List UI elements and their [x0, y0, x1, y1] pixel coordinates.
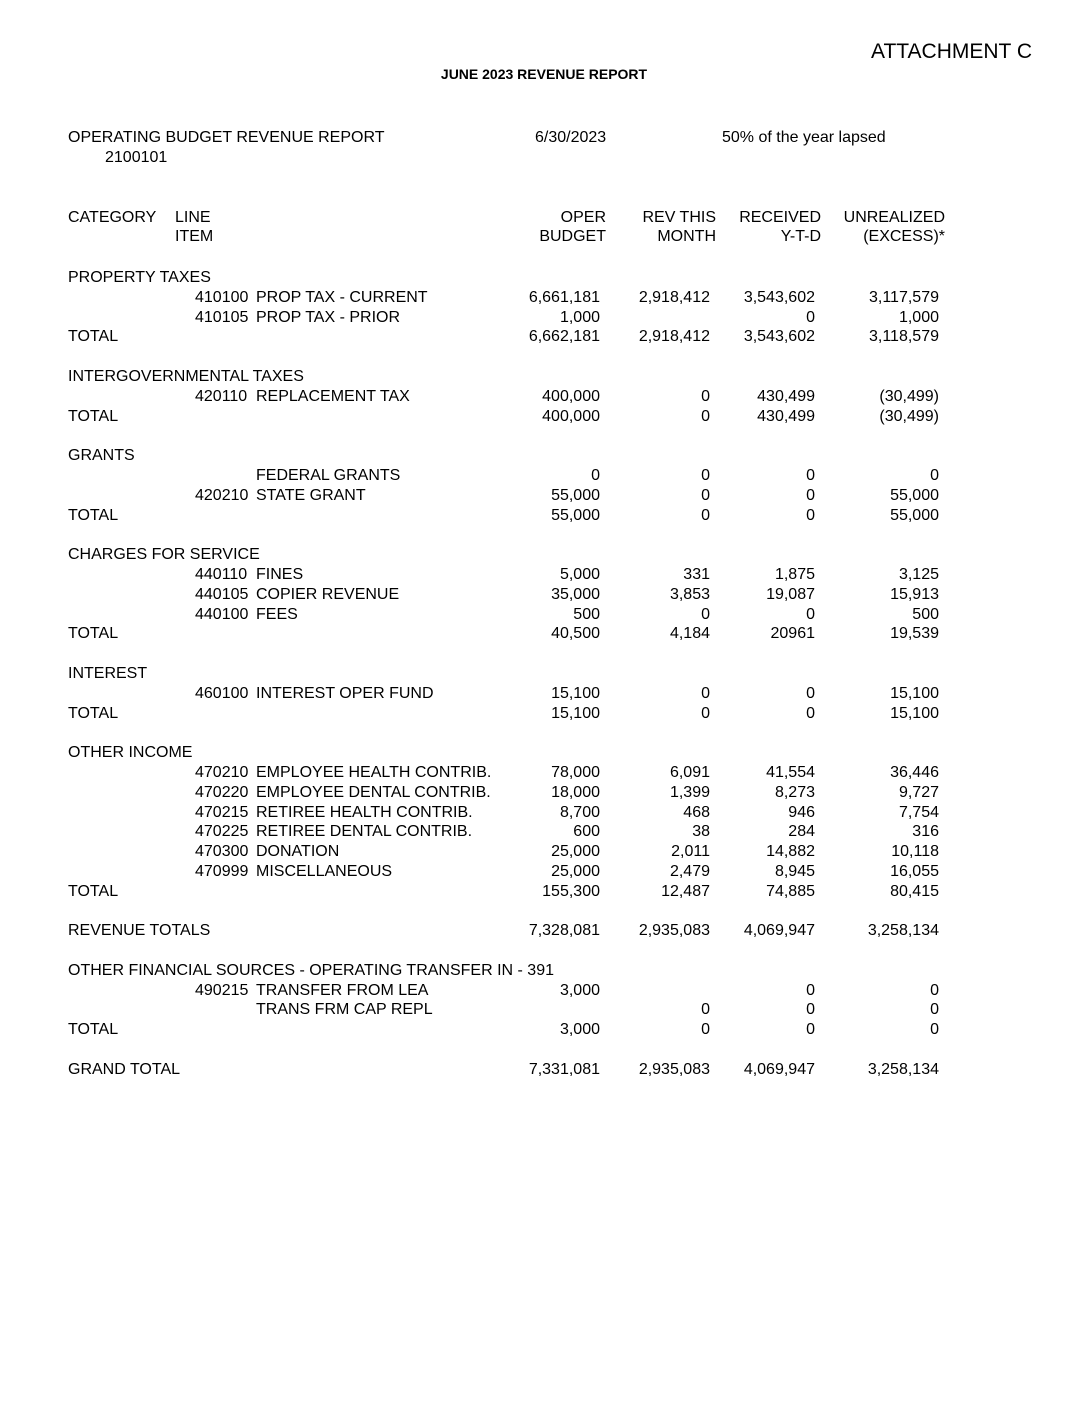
rev-this-month-cell: 2,935,083	[638, 1060, 710, 1078]
unrealized-cell: 10,118	[891, 843, 939, 861]
revenue-table	[0, 268, 1088, 1080]
unrealized-cell: 500	[912, 605, 939, 623]
line-item-code: 460100	[195, 684, 249, 702]
rev-this-month-cell: 0	[701, 466, 710, 484]
unrealized-cell: (30,499)	[879, 407, 939, 425]
unrealized-cell: 3,118,579	[869, 328, 939, 346]
oper-budget-cell: 0	[591, 466, 600, 484]
received-ytd-cell: 1,875	[774, 565, 815, 583]
line-item-code: 470999	[195, 862, 249, 880]
line-item-description: EMPLOYEE HEALTH CONTRIB.	[256, 763, 492, 781]
spacer-row	[0, 902, 1088, 922]
total-label: TOTAL	[68, 407, 119, 425]
col-category: CATEGORY	[68, 209, 157, 226]
received-ytd-cell: 0	[806, 1001, 815, 1019]
oper-budget-cell: 6,662,181	[528, 328, 600, 346]
table-row	[0, 605, 1088, 625]
oper-budget-cell: 400,000	[542, 387, 600, 405]
section-header	[0, 664, 1088, 684]
unrealized-cell: 15,913	[890, 585, 939, 603]
col-rev-this: REV THIS	[642, 209, 716, 226]
section-header	[0, 743, 1088, 763]
unrealized-cell: 55,000	[890, 486, 939, 504]
section-header	[0, 268, 1088, 288]
total-row	[0, 506, 1088, 526]
report-title: JUNE 2023 REVENUE REPORT	[440, 66, 648, 82]
total-label: TOTAL	[68, 625, 119, 643]
received-ytd-cell: 4,069,947	[743, 1060, 815, 1078]
line-item-code: 440110	[195, 565, 248, 583]
oper-budget-cell: 35,000	[551, 585, 600, 603]
received-ytd-cell: 20961	[770, 625, 815, 643]
line-item-code: 410100	[195, 288, 249, 306]
oper-budget-cell: 1,000	[559, 308, 600, 326]
oper-budget-cell: 55,000	[551, 486, 600, 504]
section-label: OTHER FINANCIAL SOURCES - OPERATING TRANSFER IN - 391	[68, 961, 554, 979]
section-label: GRANTS	[68, 447, 135, 465]
oper-budget-cell: 40,500	[551, 625, 600, 643]
total-label: TOTAL	[68, 882, 119, 900]
unrealized-cell: (30,499)	[879, 387, 939, 405]
table-row	[0, 822, 1088, 842]
received-ytd-cell: 3,543,602	[743, 288, 815, 306]
total-row	[0, 882, 1088, 902]
received-ytd-cell: 0	[806, 308, 815, 326]
rev-this-month-cell: 0	[701, 605, 710, 623]
table-row	[0, 981, 1088, 1001]
unrealized-cell: 0	[930, 981, 939, 999]
line-item-description: PROP TAX - CURRENT	[256, 288, 428, 306]
rev-this-month-cell: 2,935,083	[638, 922, 710, 940]
rev-this-month-cell: 2,918,412	[638, 288, 710, 306]
year-lapsed: 50% of the year lapsed	[722, 129, 886, 146]
col-line: LINE	[175, 209, 211, 226]
col-excess: (EXCESS)*	[863, 228, 945, 245]
oper-budget-cell: 15,100	[551, 704, 600, 722]
received-ytd-cell: 0	[806, 981, 815, 999]
spacer-row	[0, 941, 1088, 961]
total-row	[0, 624, 1088, 644]
unrealized-cell: 36,446	[890, 763, 939, 781]
line-item-description: REPLACEMENT TAX	[256, 387, 410, 405]
received-ytd-cell: 430,499	[757, 407, 815, 425]
unrealized-cell: 0	[930, 466, 939, 484]
unrealized-cell: 7,754	[898, 803, 939, 821]
col-ytd: Y-T-D	[780, 228, 821, 245]
section-label: OTHER INCOME	[68, 744, 193, 762]
total-row	[0, 407, 1088, 427]
line-item-code: 470210	[195, 763, 249, 781]
rev-this-month-cell: 0	[701, 407, 710, 425]
line-item-description: FEDERAL GRANTS	[256, 466, 401, 484]
table-row	[0, 585, 1088, 605]
report-name: OPERATING BUDGET REVENUE REPORT	[68, 129, 385, 146]
section-header	[0, 961, 1088, 981]
spacer-row	[0, 525, 1088, 545]
line-item-code: 470225	[195, 823, 249, 841]
received-ytd-cell: 8,273	[774, 783, 815, 801]
line-item-description: RETIREE HEALTH CONTRIB.	[256, 803, 473, 821]
rev-this-month-cell: 0	[701, 1001, 710, 1019]
oper-budget-cell: 78,000	[551, 763, 600, 781]
received-ytd-cell: 3,543,602	[743, 328, 815, 346]
line-item-code: 420110	[195, 387, 248, 405]
line-item-description: TRANSFER FROM LEA	[256, 981, 429, 999]
rev-this-month-cell: 2,918,412	[638, 328, 710, 346]
unrealized-cell: 19,539	[890, 625, 939, 643]
col-unrealized: UNREALIZED	[843, 209, 945, 226]
table-row	[0, 308, 1088, 328]
spacer-row	[0, 644, 1088, 664]
unrealized-cell: 0	[930, 1001, 939, 1019]
oper-budget-cell: 6,661,181	[528, 288, 600, 306]
section-label: PROPERTY TAXES	[68, 269, 211, 286]
line-item-code: 470215	[195, 803, 249, 821]
rev-this-month-cell: 1,399	[669, 783, 710, 801]
line-item-description: RETIREE DENTAL CONTRIB.	[256, 823, 473, 841]
rev-this-month-cell: 2,011	[671, 843, 710, 861]
received-ytd-cell: 4,069,947	[743, 922, 815, 940]
spacer-row	[0, 723, 1088, 743]
received-ytd-cell: 0	[806, 506, 815, 524]
spacer-row	[0, 1040, 1088, 1060]
table-row	[0, 1000, 1088, 1020]
table-row	[0, 842, 1088, 862]
section-label: INTERGOVERNMENTAL TAXES	[68, 367, 304, 385]
line-item-description: FEES	[256, 605, 298, 623]
oper-budget-cell: 400,000	[542, 407, 600, 425]
line-item-description: COPIER REVENUE	[256, 585, 400, 603]
section-header	[0, 367, 1088, 387]
received-ytd-cell: 8,945	[774, 862, 815, 880]
line-item-code: 440100	[195, 605, 249, 623]
total-label: GRAND TOTAL	[68, 1060, 181, 1078]
table-row	[0, 684, 1088, 704]
oper-budget-cell: 55,000	[551, 506, 600, 524]
section-header	[0, 446, 1088, 466]
unrealized-cell: 3,125	[898, 565, 939, 583]
oper-budget-cell: 8,700	[559, 803, 600, 821]
received-ytd-cell: 0	[806, 704, 815, 722]
rev-this-month-cell: 468	[683, 803, 710, 821]
line-item-code: 470220	[195, 783, 249, 801]
oper-budget-cell: 7,331,081	[528, 1060, 600, 1078]
unrealized-cell: 1,000	[898, 308, 939, 326]
line-item-code: 490215	[195, 981, 249, 999]
total-row	[0, 1060, 1088, 1080]
total-label: TOTAL	[68, 704, 119, 722]
line-item-description: TRANS FRM CAP REPL	[256, 1001, 433, 1019]
table-row	[0, 466, 1088, 486]
spacer-row	[0, 347, 1088, 367]
unrealized-cell: 15,100	[890, 684, 939, 702]
received-ytd-cell: 0	[806, 1021, 815, 1039]
rev-this-month-cell: 6,091	[669, 763, 710, 781]
unrealized-cell: 0	[930, 1021, 939, 1039]
total-label: REVENUE TOTALS	[68, 922, 211, 940]
rev-this-month-cell: 0	[701, 486, 710, 504]
unrealized-cell: 3,117,579	[869, 288, 939, 306]
total-row	[0, 1020, 1088, 1040]
attachment-label: ATTACHMENT C	[871, 40, 1032, 63]
oper-budget-cell: 25,000	[551, 843, 600, 861]
spacer-row	[0, 426, 1088, 446]
received-ytd-cell: 0	[806, 605, 815, 623]
section-header	[0, 545, 1088, 565]
total-row	[0, 921, 1088, 941]
line-item-description: DONATION	[256, 843, 340, 861]
oper-budget-cell: 155,300	[542, 882, 600, 900]
line-item-code: 410105	[195, 308, 249, 326]
received-ytd-cell: 74,885	[766, 882, 815, 900]
total-label: TOTAL	[68, 1021, 119, 1039]
total-label: TOTAL	[68, 328, 119, 346]
col-oper: OPER	[560, 209, 606, 226]
oper-budget-cell: 5,000	[559, 565, 600, 583]
table-row	[0, 803, 1088, 823]
table-row	[0, 862, 1088, 882]
table-row	[0, 763, 1088, 783]
col-budget: BUDGET	[539, 228, 606, 245]
rev-this-month-cell: 3,853	[669, 585, 710, 603]
total-label: TOTAL	[68, 506, 119, 524]
col-received: RECEIVED	[739, 209, 821, 226]
rev-this-month-cell: 12,487	[661, 882, 710, 900]
rev-this-month-cell: 38	[692, 823, 710, 841]
line-item-description: EMPLOYEE DENTAL CONTRIB.	[256, 783, 491, 801]
rev-this-month-cell: 0	[701, 1021, 710, 1039]
table-row	[0, 387, 1088, 407]
line-item-description: STATE GRANT	[256, 486, 366, 504]
rev-this-month-cell: 331	[683, 565, 710, 583]
line-item-description: FINES	[256, 565, 304, 583]
rev-this-month-cell: 4,184	[669, 625, 710, 643]
oper-budget-cell: 3,000	[559, 1021, 600, 1039]
received-ytd-cell: 0	[806, 684, 815, 702]
oper-budget-cell: 3,000	[559, 981, 600, 999]
col-item: ITEM	[175, 228, 214, 245]
oper-budget-cell: 600	[573, 823, 600, 841]
table-row	[0, 565, 1088, 585]
table-row	[0, 486, 1088, 506]
oper-budget-cell: 500	[573, 605, 600, 623]
line-item-description: MISCELLANEOUS	[256, 862, 393, 880]
rev-this-month-cell: 0	[701, 387, 710, 405]
unrealized-cell: 3,258,134	[867, 1060, 939, 1078]
received-ytd-cell: 0	[806, 466, 815, 484]
section-label: INTEREST	[68, 664, 148, 682]
line-item-description: INTEREST OPER FUND	[256, 684, 434, 702]
unrealized-cell: 55,000	[890, 506, 939, 524]
received-ytd-cell: 19,087	[766, 585, 815, 603]
received-ytd-cell: 14,882	[766, 843, 815, 861]
oper-budget-cell: 18,000	[551, 783, 600, 801]
unrealized-cell: 316	[912, 823, 939, 841]
rev-this-month-cell: 0	[701, 704, 710, 722]
unrealized-cell: 9,727	[898, 783, 939, 801]
oper-budget-cell: 7,328,081	[528, 922, 600, 940]
received-ytd-cell: 0	[806, 486, 815, 504]
unrealized-cell: 80,415	[890, 882, 939, 900]
rev-this-month-cell: 2,479	[669, 862, 710, 880]
unrealized-cell: 15,100	[890, 704, 939, 722]
oper-budget-cell: 25,000	[551, 862, 600, 880]
received-ytd-cell: 41,554	[766, 763, 815, 781]
report-date: 6/30/2023	[535, 129, 607, 146]
line-item-code: 470300	[195, 843, 249, 861]
total-row	[0, 327, 1088, 347]
section-label: CHARGES FOR SERVICE	[68, 546, 260, 564]
rev-this-month-cell: 0	[701, 506, 710, 524]
line-item-code: 420210	[195, 486, 249, 504]
received-ytd-cell: 284	[788, 823, 815, 841]
rev-this-month-cell: 0	[701, 684, 710, 702]
received-ytd-cell: 946	[788, 803, 815, 821]
table-row	[0, 783, 1088, 803]
total-row	[0, 704, 1088, 724]
line-item-code: 440105	[195, 585, 249, 603]
table-row	[0, 288, 1088, 308]
unrealized-cell: 16,055	[890, 862, 939, 880]
report-number: 2100101	[105, 149, 168, 166]
received-ytd-cell: 430,499	[757, 387, 815, 405]
oper-budget-cell: 15,100	[551, 684, 600, 702]
col-month: MONTH	[657, 228, 716, 245]
unrealized-cell: 3,258,134	[867, 922, 939, 940]
line-item-description: PROP TAX - PRIOR	[256, 308, 401, 326]
